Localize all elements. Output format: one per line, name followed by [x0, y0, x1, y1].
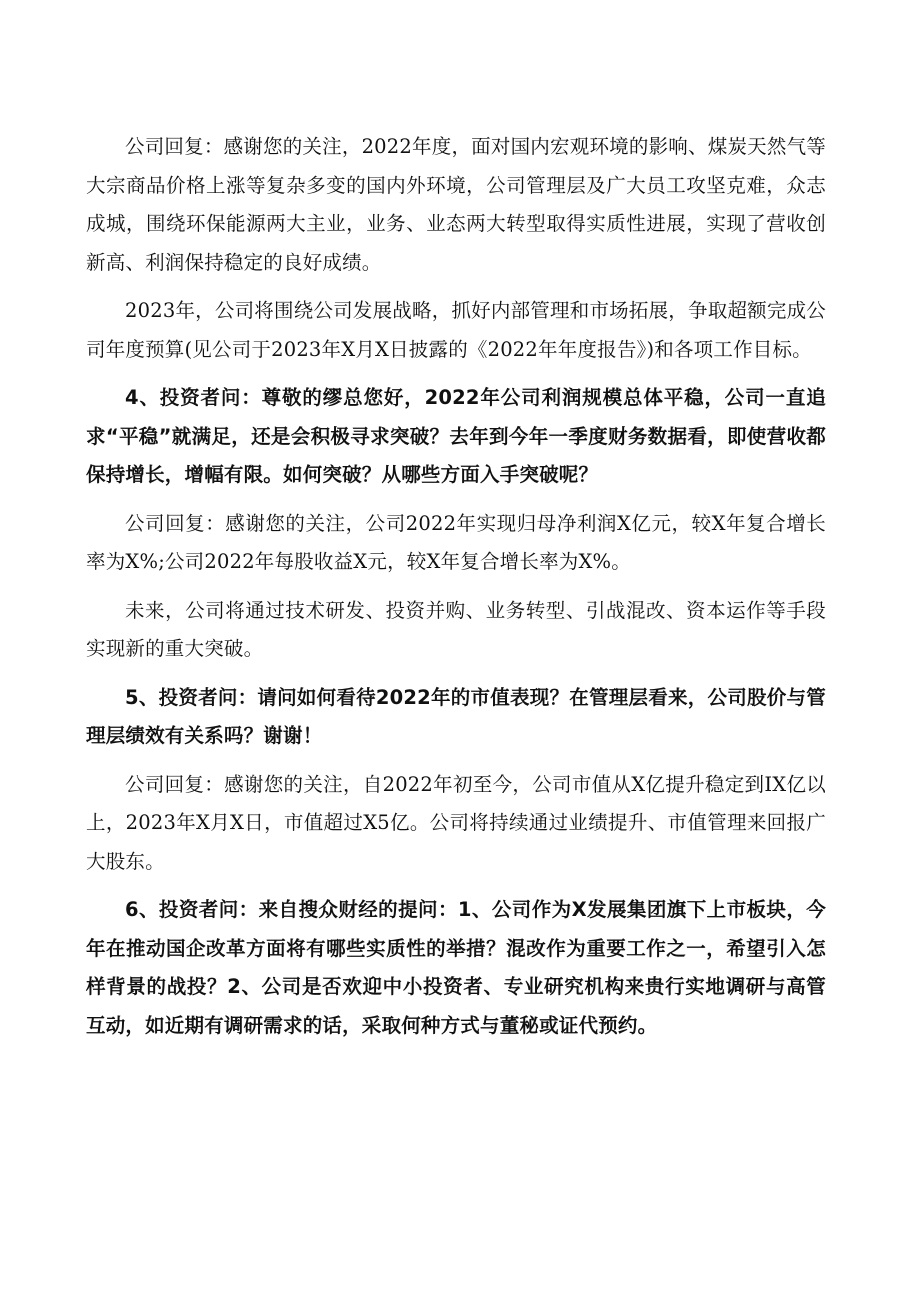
reply-paragraph: 2023年，公司将围绕公司发展战略，抓好内部管理和市场拓展，争取超额完成公司年度预算(见公司于2023年X月X日披露的《2022年年度报告》)和各项工作目标。: [86, 299, 826, 361]
document-body: [86, 128, 826, 1055]
reply-paragraph: 公司回复：感谢您的关注，自2022年初至今，公司市值从X亿提升稳定到IX亿以上，2023年X月X日，市值超过X5亿。公司将持续通过业绩提升、市值管理来回报广大股东。: [86, 772, 826, 873]
question-paragraph-5: 5、投资者问：请问如何看待2022年的市值表现？在管理层看来，公司股价与管理层绩效有关系吗？谢谢！: [86, 685, 826, 747]
question-paragraph-4: 4、投资者问：尊敬的缪总您好，2022年公司利润规模总体平稳，公司一直追求“平稳”就满足，还是会积极寻求突破？去年到今年一季度财务数据看，即使营收都保持增长，增幅有限。如何突破？从哪些方面入手突破呢？: [86, 386, 826, 486]
reply-paragraph: 公司回复：感谢您的关注，公司2022年实现归母净利润X亿元，较X年复合增长率为X%;公司2022年每股收益X元，较X年复合增长率为X%。: [86, 511, 826, 573]
question-paragraph-6: 6、投资者问：来自搜众财经的提问：1、公司作为X发展集团旗下上市板块，今年在推动国企改革方面将有哪些实质性的举措？混改作为重要工作之一，希望引入怎样背景的战投？2、公司是否欢迎中小投资者、专业研究机构来贵行实地调研与高管互动，如近期有调研需求的话，采取何种方式与董秘或证代预约。: [86, 898, 826, 1037]
reply-paragraph: 未来，公司将通过技术研发、投资并购、业务转型、引战混改、资本运作等手段实现新的重大突破。: [86, 598, 826, 660]
reply-paragraph: 公司回复：感谢您的关注，2022年度，面对国内宏观环境的影响、煤炭天然气等大宗商品价格上涨等复杂多变的国内外环境，公司管理层及广大员工攻坚克难，众志成城，围绕环保能源两大主业，业务、业态两大转型取得实质性进展，实现了营收创新高、利润保持稳定的良好成绩。: [86, 135, 826, 274]
